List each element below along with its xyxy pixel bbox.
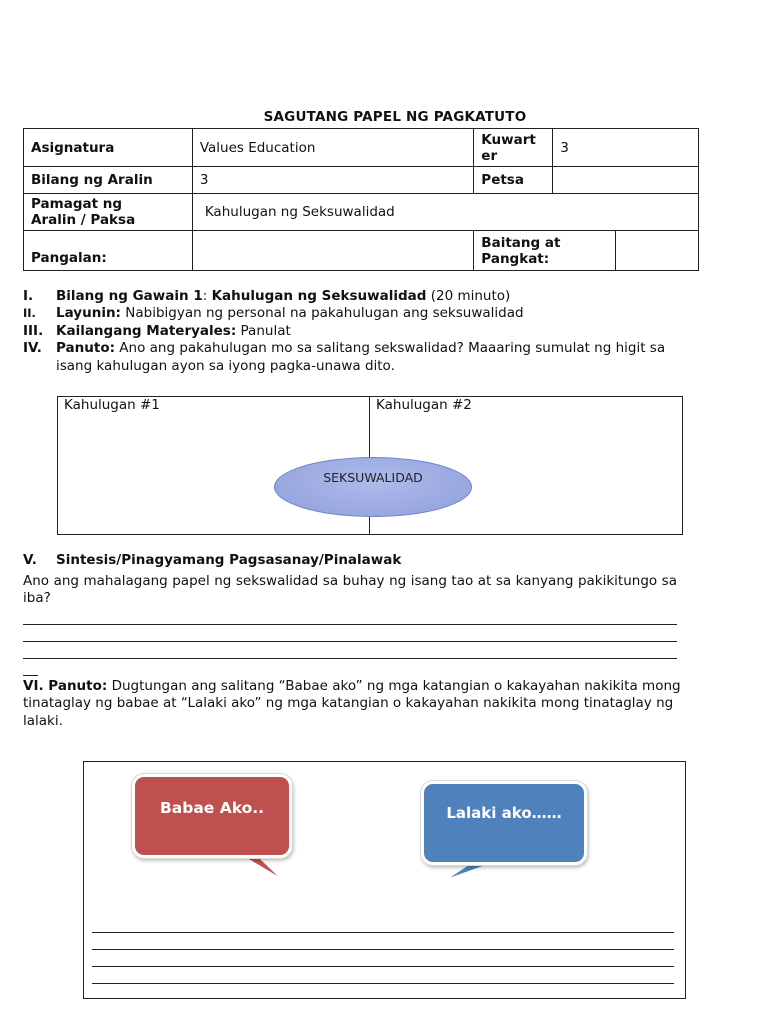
item-1-label: Bilang ng Gawain 1 (56, 288, 203, 304)
section-6-label: VI. Panuto: (23, 678, 108, 694)
section-6-text: Dugtungan ang salitang “Babae ako” ng mga katangian o kakayahan nakikita mong tinataglay ng babae at “Lalaki ako” ng mga katangian o kakayahan nakikita mong tinataglay ng lalaki. (23, 678, 681, 729)
section-6 (23, 678, 683, 730)
item-2 (23, 305, 683, 322)
petsa-label: Petsa (474, 167, 553, 194)
item-4-text: Ano ang pakahulugan mo sa salitang sekswalidad? Maaaring sumulat ng higit sa isang kahulugan ayon sa iyong pagka-unawa dito. (56, 340, 666, 374)
baitang-value[interactable] (616, 231, 699, 271)
kuwarter-label-line1: Kuwart (481, 131, 536, 148)
item-1-number: I. (23, 288, 34, 304)
item-2-number: II. (23, 306, 36, 321)
baitang-label (474, 231, 616, 271)
kuwarter-label (474, 129, 553, 167)
section-5-heading: Sintesis/Pinagyamang Pagsasanay/Pinalawak (56, 552, 402, 568)
pamagat-label (24, 194, 193, 231)
bilang-label: Bilang ng Aralin (24, 167, 193, 194)
answer-line[interactable] (23, 608, 677, 625)
section-5-question: Ano ang mahalagang papel ng sekswalidad sa buhay ng isang tao at sa kanyang pakikitungo sa iba? (23, 573, 677, 607)
item-4-label: Panuto: (56, 340, 115, 357)
writing-line[interactable] (92, 949, 674, 950)
kuwarter-label-line2: er (481, 147, 498, 164)
item-3-text: Panulat (236, 322, 291, 339)
seksuwalidad-ellipse: SEKSUWALIDAD (274, 457, 472, 517)
answer-line[interactable] (23, 642, 677, 659)
asignatura-value: Values Education (192, 129, 473, 167)
kuwarter-value: 3 (553, 129, 699, 167)
answer-lines[interactable] (23, 608, 677, 676)
instructions-list (23, 288, 683, 375)
item-4-number: IV. (23, 340, 42, 357)
kahulugan-2-label: Kahulugan #2 (376, 397, 472, 413)
lalaki-ako-bubble: Lalaki ako…… (421, 781, 587, 865)
pangalan-value[interactable] (192, 231, 473, 271)
item-2-text: Nabibigyan ng personal na pakahulugan ang seksuwalidad (120, 305, 524, 322)
pamagat-value: Kahulugan ng Seksuwalidad (192, 194, 698, 231)
item-1 (23, 288, 683, 305)
babae-ako-bubble: Babae Ako.. (132, 774, 292, 858)
writing-line[interactable] (92, 932, 674, 933)
item-2-label: Layunin: (56, 305, 121, 322)
answer-line[interactable] (23, 625, 677, 642)
item-3-number: III. (23, 322, 44, 339)
section-5-title (23, 552, 401, 568)
baitang-label-line1: Baitang at (481, 234, 561, 251)
kahulugan-1-label: Kahulugan #1 (64, 397, 160, 413)
answer-line-end[interactable] (23, 659, 38, 676)
document-title: SAGUTANG PAPEL NG PAGKATUTO (263, 109, 527, 125)
item-3-label: Kailangang Materyales: (56, 322, 237, 339)
pangalan-label: Pangalan: (24, 231, 193, 271)
item-4 (23, 340, 683, 375)
bilang-value: 3 (192, 167, 473, 194)
writing-line[interactable] (92, 966, 674, 967)
writing-line[interactable] (92, 983, 674, 984)
babae-lalaki-box (83, 761, 686, 999)
item-1-colon: : (202, 288, 212, 304)
section-5-number: V. (23, 552, 37, 568)
item-1-duration: (20 minuto) (426, 288, 511, 304)
baitang-label-line2: Pangkat: (481, 250, 550, 267)
asignatura-label: Asignatura (24, 129, 193, 167)
item-1-topic: Kahulugan ng Seksuwalidad (211, 288, 427, 304)
pamagat-label-line1: Pamagat ng (31, 196, 123, 212)
pamagat-label-line2: Aralin / Paksa (31, 212, 136, 228)
kahulugan-diagram (57, 396, 683, 535)
info-table (23, 128, 699, 271)
petsa-value[interactable] (553, 167, 699, 194)
item-3 (23, 323, 683, 340)
